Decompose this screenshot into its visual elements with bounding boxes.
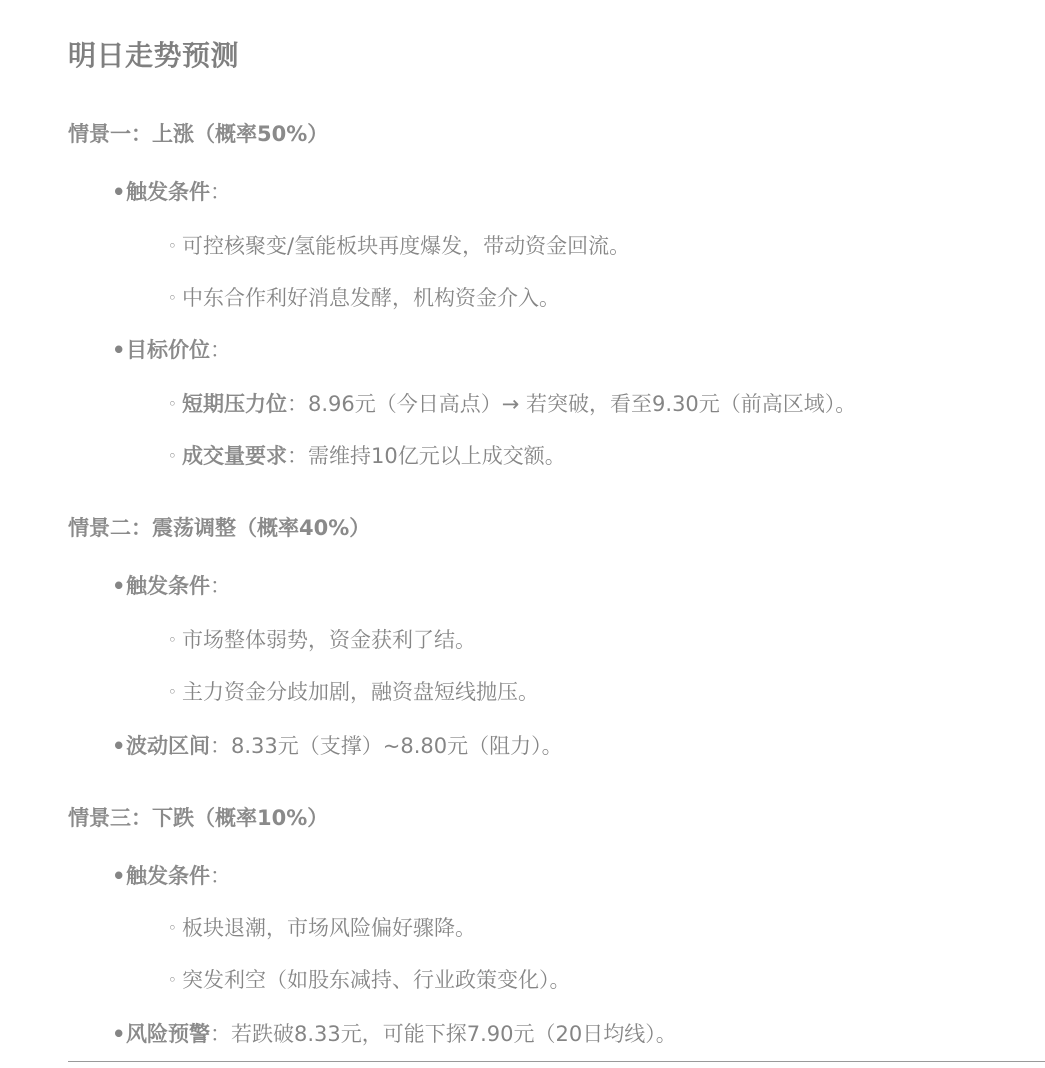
separator: ： [210,1022,231,1046]
sub-bullet-mark: ◦ [168,447,177,465]
sub-bullet-mark: ◦ [168,289,177,307]
scenario-2-heading: 情景二：震荡调整（概率40%） [68,516,371,540]
bullet-mark: • [112,864,126,888]
bullet-mark: • [112,338,126,362]
bullet-mark: • [112,734,126,758]
risk-label: 风险预警 [126,1022,210,1046]
scenario-2-trigger-item-2 [168,676,539,706]
scenario-1-target-bullet [112,334,231,364]
trigger-text: 板块退潮，市场风险偏好骤降。 [182,916,476,940]
bullet-mark: • [112,1022,126,1046]
scenario-1-trigger-item-1 [168,230,630,260]
bottom-divider [68,1061,1045,1062]
scenario-1-target-item-1 [168,388,856,418]
trigger-text: 可控核聚变/氢能板块再度爆发，带动资金回流。 [182,234,631,258]
trigger-label: 触发条件 [126,180,210,204]
sub-bullet-mark: ◦ [168,631,177,649]
sub-bullet-mark: ◦ [168,919,177,937]
target-label: 目标价位 [126,338,210,362]
target-item-label: 成交量要求 [182,444,287,468]
separator: ： [210,574,231,598]
trigger-text: 市场整体弱势，资金获利了结。 [182,628,476,652]
trigger-label: 触发条件 [126,864,210,888]
scenario-1-heading: 情景一：上涨（概率50%） [68,122,329,146]
trigger-text: 主力资金分歧加剧，融资盘短线抛压。 [182,680,539,704]
scenario-1-trigger-item-2 [168,282,560,312]
sub-bullet-mark: ◦ [168,237,177,255]
sub-bullet-mark: ◦ [168,683,177,701]
range-label: 波动区间 [126,734,210,758]
scenario-1-target-item-2 [168,440,566,470]
scenario-3-heading: 情景三：下跌（概率10%） [68,806,329,830]
separator: ： [287,444,308,468]
bullet-mark: • [112,180,126,204]
scenario-3-trigger-item-2 [168,964,571,994]
separator: ： [210,864,231,888]
scenario-1-trigger-bullet [112,176,231,206]
scenario-2-trigger-bullet [112,570,231,600]
range-text: 8.33元（支撑）~8.80元（阻力）。 [231,734,563,758]
risk-text: 若跌破8.33元，可能下探7.90元（20日均线）。 [231,1022,677,1046]
target-item-label: 短期压力位 [182,392,287,416]
trigger-label: 触发条件 [126,574,210,598]
separator: ： [210,180,231,204]
scenario-3-trigger-bullet [112,860,231,890]
scenario-2-trigger-item-1 [168,624,476,654]
scenario-3-trigger-item-1 [168,912,476,942]
trigger-text: 突发利空（如股东减持、行业政策变化）。 [182,968,571,992]
sub-bullet-mark: ◦ [168,971,177,989]
separator: ： [210,734,231,758]
bullet-mark: • [112,574,126,598]
sub-bullet-mark: ◦ [168,395,177,413]
trigger-text: 中东合作利好消息发酵，机构资金介入。 [182,286,560,310]
target-item-text: 需维持10亿元以上成交额。 [308,444,566,468]
separator: ： [287,392,308,416]
scenario-3-risk-bullet [112,1018,677,1048]
target-item-text: 8.96元（今日高点）→ 若突破，看至9.30元（前高区域）。 [308,392,857,416]
separator: ： [210,338,231,362]
scenario-2-range-bullet [112,730,563,760]
page-title: 明日走势预测 [68,39,240,72]
forecast-document [68,0,1045,1068]
